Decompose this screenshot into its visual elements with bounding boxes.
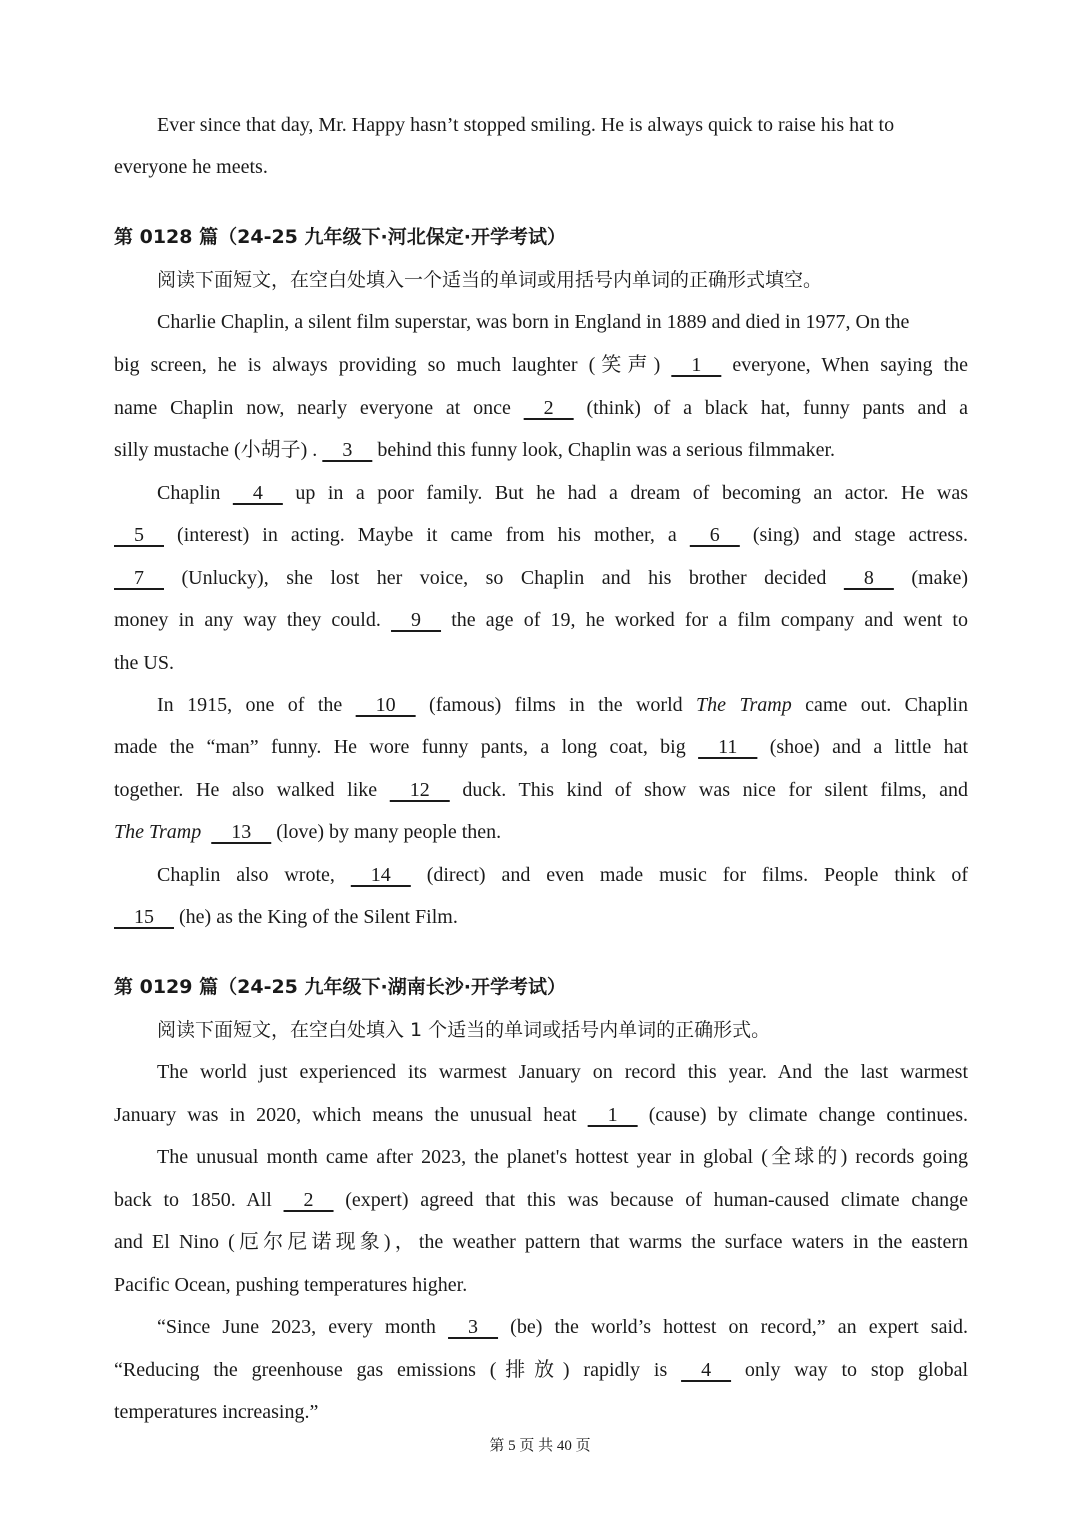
text-line: 15 (he) as the King of the Silent Film. xyxy=(114,903,968,931)
text-line: The Tramp 13 (love) by many people then. xyxy=(114,818,968,846)
blank-3[interactable]: 3 xyxy=(448,1316,499,1338)
text-line: and El Nino (厄尔尼诺现象)，the weather pattern that warms the surface waters in the eastern xyxy=(114,1231,968,1253)
text-line: Chaplin also wrote, 14 (direct) and even made music for films. People think of xyxy=(157,861,968,889)
text-line: silly mustache (小胡子) . 3 behind this funny look, Chaplin was a serious filmmaker. xyxy=(114,436,968,464)
text-line: In 1915, one of the 10 (famous) films in the world The Tramp came out. Chaplin xyxy=(157,691,968,719)
text-line: Pacific Ocean, pushing temperatures higher. xyxy=(114,1274,468,1296)
blank-5[interactable]: 5 xyxy=(114,524,164,546)
text-line: Charlie Chaplin, a silent film superstar, was born in England in 1889 and died in 1977, On the xyxy=(157,311,910,333)
blank-15[interactable]: 15 xyxy=(114,906,174,928)
passage-number: 第 0128 篇 xyxy=(114,226,219,248)
text-line: “Reducing the greenhouse gas emissions (排放) rapidly is 4 only way to stop global xyxy=(114,1356,968,1384)
instruction: 阅读下面短文，在空白处填入 1 个适当的单词或括号内单词的正确形式。 xyxy=(157,1019,771,1041)
blank-9[interactable]: 9 xyxy=(391,609,442,631)
text-line: 5 (interest) in acting. Maybe it came from his mother, a 6 (sing) and stage actress. xyxy=(114,521,968,549)
text-line: temperatures increasing.” xyxy=(114,1401,319,1423)
blank-7[interactable]: 7 xyxy=(114,567,164,589)
blank-8[interactable]: 8 xyxy=(843,567,894,589)
blank-13[interactable]: 13 xyxy=(211,821,272,843)
text-line: January was in 2020, which means the unusual heat 1 (cause) by climate change continues. xyxy=(114,1101,968,1129)
film-title: The Tramp xyxy=(114,821,202,843)
blank-1[interactable]: 1 xyxy=(671,354,722,376)
blank-10[interactable]: 10 xyxy=(355,694,416,716)
passage-title xyxy=(114,973,968,1001)
text-line: The world just experienced its warmest January on record this year. And the last warmest xyxy=(157,1061,968,1083)
blank-2[interactable]: 2 xyxy=(283,1189,334,1211)
blank-11[interactable]: 11 xyxy=(698,736,758,758)
text-line: everyone he meets. xyxy=(114,156,268,178)
blank-1[interactable]: 1 xyxy=(587,1104,638,1126)
text-line: Ever since that day, Mr. Happy hasn’t stopped smiling. He is always quick to raise his hat to xyxy=(157,114,895,136)
text-line: 7 (Unlucky), she lost her voice, so Chaplin and his brother decided 8 (make) xyxy=(114,564,968,592)
text-line: The unusual month came after 2023, the planet's hottest year in global (全球的) records going xyxy=(157,1146,968,1168)
text-line: back to 1850. All 2 (expert) agreed that this was because of human-caused climate change xyxy=(114,1186,968,1214)
text-line: together. He also walked like 12 duck. This kind of show was nice for silent films, and xyxy=(114,776,968,804)
text-line: the US. xyxy=(114,652,174,674)
blank-3[interactable]: 3 xyxy=(322,439,373,461)
text-line: “Since June 2023, every month 3 (be) the world’s hottest on record,” an expert said. xyxy=(157,1313,968,1341)
page-footer: 第 5 页 共 40 页 xyxy=(489,1438,591,1454)
passage-title xyxy=(114,223,968,251)
blank-6[interactable]: 6 xyxy=(689,524,740,546)
text-line: made the “man” funny. He wore funny pants, a long coat, big 11 (shoe) and a little hat xyxy=(114,733,968,761)
blank-14[interactable]: 14 xyxy=(350,864,411,886)
text-line: name Chaplin now, nearly everyone at once 2 (think) of a black hat, funny pants and a xyxy=(114,394,968,422)
instruction: 阅读下面短文，在空白处填入一个适当的单词或用括号内单词的正确形式填空。 xyxy=(157,269,823,291)
text-line: big screen, he is always providing so much laughter (笑声) 1 everyone, When saying the xyxy=(114,351,968,379)
blank-4[interactable]: 4 xyxy=(232,482,283,504)
blank-4[interactable]: 4 xyxy=(681,1359,732,1381)
text-line: money in any way they could. 9 the age of 19, he worked for a film company and went to xyxy=(114,606,968,634)
film-title: The Tramp xyxy=(696,694,792,716)
passage-number: 第 0129 篇 xyxy=(114,976,219,998)
blank-12[interactable]: 12 xyxy=(389,779,450,801)
blank-2[interactable]: 2 xyxy=(523,397,574,419)
text-line: Chaplin 4 up in a poor family. But he had a dream of becoming an actor. He was xyxy=(157,479,968,507)
passage-source: （24-25 九年级下·河北保定·开学考试） xyxy=(218,226,566,248)
passage-source: （24-25 九年级下·湖南长沙·开学考试） xyxy=(218,976,566,998)
